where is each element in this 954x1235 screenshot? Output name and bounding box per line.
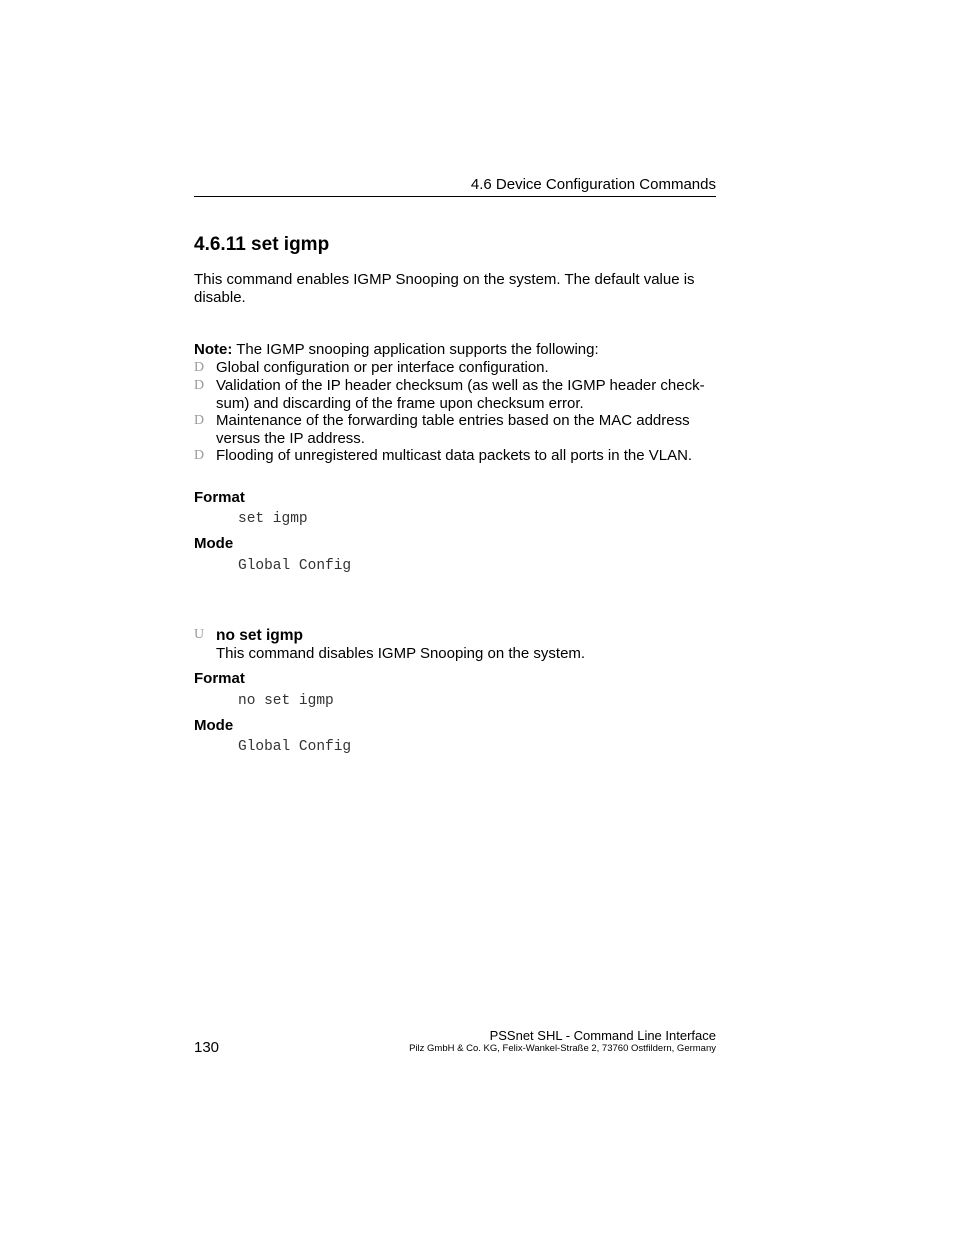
mode-value: Global Config xyxy=(238,739,352,755)
bullet-icon: D xyxy=(194,378,205,393)
mode-label: Mode xyxy=(194,717,234,734)
list-item-line: Flooding of unregistered multicast data packets to all ports in the VLAN. xyxy=(216,447,693,464)
subcommand-heading: no set igmp xyxy=(216,627,303,644)
subcommand-bullet xyxy=(194,627,214,645)
mode-label: Mode xyxy=(194,535,234,552)
bullet-icon: D xyxy=(194,360,205,375)
format-label: Format xyxy=(194,489,245,506)
list-item-text xyxy=(216,359,724,377)
bullet-icon: D xyxy=(194,413,205,428)
subcommand-description: This command disables IGMP Snooping on the system. xyxy=(216,645,586,662)
bullet-icon: D xyxy=(194,448,205,463)
bullet-icon: U xyxy=(194,627,205,642)
footer-address: Pilz GmbH & Co. KG, Felix-Wankel-Straße 2, 73760 Ostfildern, Germany xyxy=(409,1043,716,1054)
list-item-line: Maintenance of the forwarding table entries based on the MAC address xyxy=(216,412,690,429)
list-item-text xyxy=(216,377,724,412)
list-item-line: Global configuration or per interface configuration. xyxy=(216,359,549,376)
note-label: Note: xyxy=(194,341,233,358)
format-value: set igmp xyxy=(238,511,308,527)
intro-paragraph: This command enables IGMP Snooping on the system. The default value is disable. xyxy=(194,271,695,306)
footer-document-title: PSSnet SHL - Command Line Interface xyxy=(489,1028,716,1043)
list-item-line: Validation of the IP header checksum (as well as the IGMP header check- xyxy=(216,377,705,394)
list-item-text xyxy=(216,412,724,447)
format-label: Format xyxy=(194,670,245,687)
page-number: 130 xyxy=(194,1039,220,1056)
header-divider xyxy=(194,196,716,197)
list-item-line: versus the IP address. xyxy=(216,429,365,447)
note-text: The IGMP snooping application supports the following: xyxy=(232,341,599,358)
list-item-line: sum) and discarding of the frame upon checksum error. xyxy=(216,394,584,412)
mode-value: Global Config xyxy=(238,558,352,574)
list-item-text xyxy=(216,447,724,465)
section-heading: 4.6.11 set igmp xyxy=(194,234,330,255)
format-value: no set igmp xyxy=(238,693,334,709)
running-header-title: 4.6 Device Configuration Commands xyxy=(470,176,716,193)
note-paragraph xyxy=(194,341,724,359)
